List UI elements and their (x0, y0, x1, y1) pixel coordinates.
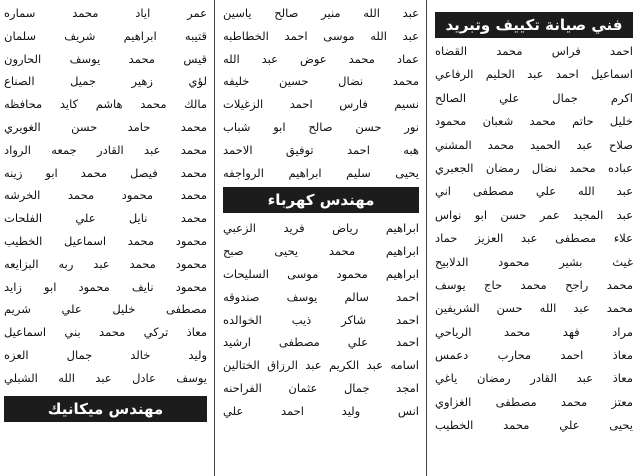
list-item: وليد خالد جمال العزه (4, 347, 207, 362)
column-right (435, 0, 633, 476)
column-left (4, 0, 207, 476)
list-item: نسيم فارس احمد الزغيلات (223, 97, 419, 112)
column-divider (214, 0, 215, 476)
list-item: عبد الله موسى احمد الخطاطبه (223, 28, 419, 43)
list-item: قتيبه ابراهيم شريف سلمان (4, 28, 207, 43)
list-item: احمد شاكر ذيب الخوالده (223, 312, 419, 327)
list-item: معاذ احمد محارب دعمس (435, 348, 633, 363)
list-item: محمود محمد اسماعيل الخطيب (4, 233, 207, 248)
list-item: محمد عبد الله حسن الشريفين (435, 301, 633, 316)
section-header-ac-technician: فني صيانة تكييف وتبريد (435, 12, 633, 38)
list-item: محمود محمد عبد ربه البزايعه (4, 256, 207, 271)
list-item: محمد فيصل محمد ابو زينه (4, 165, 207, 180)
list-item: عباده محمد نضال رمضان الجعبري (435, 160, 633, 175)
list-item: يحيى سليم ابراهيم الرواجفه (223, 165, 419, 180)
list-item: مراد فهد محمد الرياحي (435, 324, 633, 339)
names-list-ac-technician (435, 40, 633, 438)
list-item: احمد فراس محمد القضاه (435, 44, 633, 58)
list-item: عبد الله علي مصطفى اني (435, 184, 633, 199)
list-item: ابراهيم رياض فريد الزعبي (223, 221, 419, 236)
section-header-electrical-engineer: مهندس كهرباء (223, 187, 419, 213)
names-list-continued-2 (4, 2, 207, 390)
list-item: قيس محمد يوسف الحارون (4, 51, 207, 66)
list-item: معتز محمد مصطفى الغزاوي (435, 394, 633, 409)
list-item: امجد جمال عثمان الفراحنه (223, 380, 419, 395)
list-item: صلاح عبد الحميد محمد المشني (435, 137, 633, 152)
column-middle (223, 0, 419, 476)
list-item: عبد المجيد عمر حسن ابو نواس (435, 207, 633, 222)
list-item: محمد نضال حسين خليفه (223, 74, 419, 89)
list-item: اسامه عبد الكريم عبد الرزاق الختالين (223, 358, 419, 373)
list-item: معاذ تركي محمد بني اسماعيل (4, 325, 207, 340)
list-item: اكرم جمال علي الصالح (435, 90, 633, 105)
list-item: محمد حامد حسن الغويري (4, 119, 207, 134)
list-item: محمود نايف محمود ابو زايد (4, 279, 207, 294)
names-list-electrical-engineer (223, 217, 419, 422)
list-item: محمد عبد القادر جمعه الرواد (4, 142, 207, 157)
list-item: احمد علي مصطفى ارشيد (223, 335, 419, 350)
list-item: يوسف عادل عبد الله الشبلي (4, 370, 207, 385)
list-item: عبد الله منير صالح ياسين (223, 6, 419, 20)
list-item: لؤي زهير جميل الصناع (4, 74, 207, 89)
list-item: معاذ عبد القادر رمضان ياغي (435, 371, 633, 386)
list-item: انس وليد احمد علي (223, 403, 419, 418)
list-item: محمد راجح محمد حاج يوسف (435, 277, 633, 292)
list-item: ابراهيم محمود موسى السليحات (223, 266, 419, 281)
section-header-mechanical-engineer: مهندس ميكانيك (4, 396, 207, 422)
names-list-continued (223, 2, 419, 184)
list-item: خليل حاتم محمد شعبان محمود (435, 114, 633, 129)
list-item: يحيى علي محمد الخطيب (435, 418, 633, 433)
list-item: مالك محمد هاشم كايد محافظه (4, 97, 207, 112)
list-item: اسماعيل احمد عبد الحليم الرفاعي (435, 67, 633, 82)
list-item: عمر اياد محمد سماره (4, 6, 207, 20)
list-item: نور حسن صالح ابو شباب (223, 119, 419, 134)
list-item: ابراهيم محمد يحيى صبح (223, 244, 419, 259)
list-item: هبه احمد توفيق الاحمد (223, 142, 419, 157)
list-item: احمد سالم يوسف صندوقه (223, 289, 419, 304)
list-item: مصطفى خليل علي شريم (4, 302, 207, 317)
list-item: عماد محمد عوض عبد الله (223, 51, 419, 66)
list-item: علاء مصطفى عبد العزيز حماد (435, 231, 633, 246)
column-divider (426, 0, 427, 476)
list-item: محمد محمود محمد الخرشه (4, 188, 207, 203)
list-item: محمد نايل علي الفلحات (4, 211, 207, 226)
list-item: غيث بشير محمود الدلابيح (435, 254, 633, 269)
